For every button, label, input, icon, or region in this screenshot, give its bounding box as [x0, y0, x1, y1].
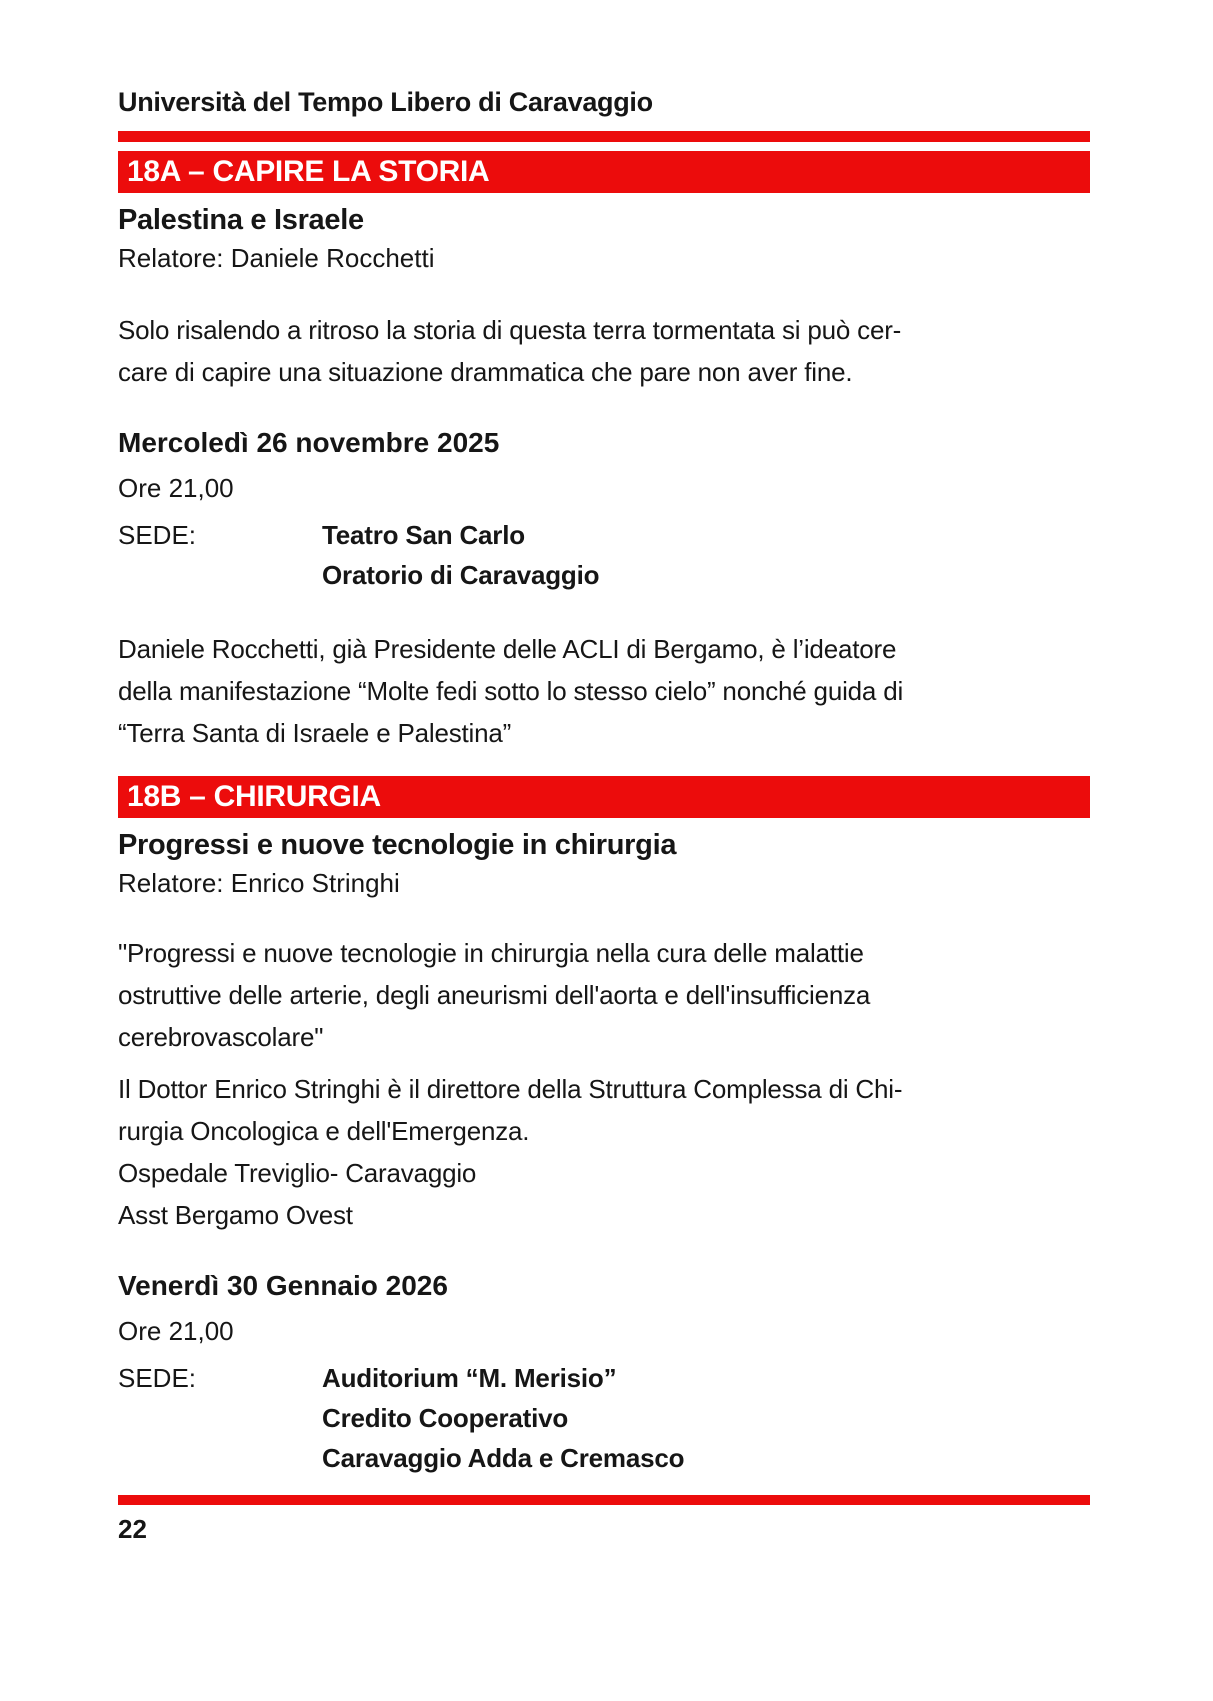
venue-lines-18a [322, 515, 599, 595]
page-number: 22 [118, 1514, 147, 1544]
event-time-18a: Ore 21,00 [118, 473, 234, 503]
venue-label: SEDE: [118, 520, 197, 550]
quote-line: ostruttive delle arterie, degli aneurismi dell'aorta e dell'insufficienza [118, 980, 871, 1010]
header-divider-rule [118, 131, 1090, 142]
event-date-18b: Venerdì 30 Gennaio 2026 [118, 1270, 448, 1301]
venue-row-18b [118, 1358, 1090, 1478]
section-title-18a: Palestina e Israele [118, 204, 364, 236]
bio-line: della manifestazione “Molte fedi sotto lo stesso cielo” nonché guida di [118, 676, 904, 706]
bio-line: “Terra Santa di Israele e Palestina” [118, 718, 512, 748]
event-date-18a: Mercoledì 26 novembre 2025 [118, 427, 500, 458]
footer-divider-rule [118, 1495, 1090, 1505]
page-content [118, 0, 1090, 1478]
venue-row-18a [118, 515, 1090, 595]
quote-line: cerebrovascolare" [118, 1022, 324, 1052]
bio-paragraph-18b [118, 1068, 1090, 1236]
section-banner-18b: 18B – CHIRURGIA [118, 776, 1090, 818]
section-banner-18a: 18A – CAPIRE LA STORIA [118, 151, 1090, 193]
venue-lines-18b [322, 1358, 684, 1478]
bio-line: rurgia Oncologica e dell'Emergenza. [118, 1116, 530, 1146]
venue-line: Oratorio di Caravaggio [322, 560, 600, 590]
quote-line: "Progressi e nuove tecnologie in chirurgia nella cura delle malattie [118, 938, 864, 968]
speaker-line-18a: Relatore: Daniele Rocchetti [118, 243, 435, 273]
quote-paragraph-18b [118, 932, 1090, 1058]
venue-label: SEDE: [118, 1363, 197, 1393]
venue-line: Caravaggio Adda e Cremasco [322, 1443, 685, 1473]
bio-line: Ospedale Treviglio- Caravaggio [118, 1158, 477, 1188]
bio-line: Asst Bergamo Ovest [118, 1200, 353, 1230]
venue-line: Auditorium “M. Merisio” [322, 1363, 617, 1393]
venue-line: Teatro San Carlo [322, 520, 525, 550]
bio-line: Il Dottor Enrico Stringhi è il direttore della Struttura Complessa di Chi- [118, 1074, 903, 1104]
speaker-line-18b: Relatore: Enrico Stringhi [118, 868, 400, 898]
description-line: care di capire una situazione drammatica che pare non aver fine. [118, 357, 853, 387]
event-time-18b: Ore 21,00 [118, 1316, 234, 1346]
description-paragraph-18a [118, 309, 1090, 393]
bio-paragraph-18a [118, 628, 1090, 754]
section-title-18b: Progressi e nuove tecnologie in chirurgia [118, 829, 677, 861]
page-footer [118, 1495, 1090, 1545]
description-line: Solo risalendo a ritroso la storia di questa terra tormentata si può cer- [118, 315, 902, 345]
bio-line: Daniele Rocchetti, già Presidente delle ACLI di Bergamo, è l’ideatore [118, 634, 897, 664]
document-header-title: Università del Tempo Libero di Caravaggio [118, 87, 653, 117]
venue-line: Credito Cooperativo [322, 1403, 569, 1433]
